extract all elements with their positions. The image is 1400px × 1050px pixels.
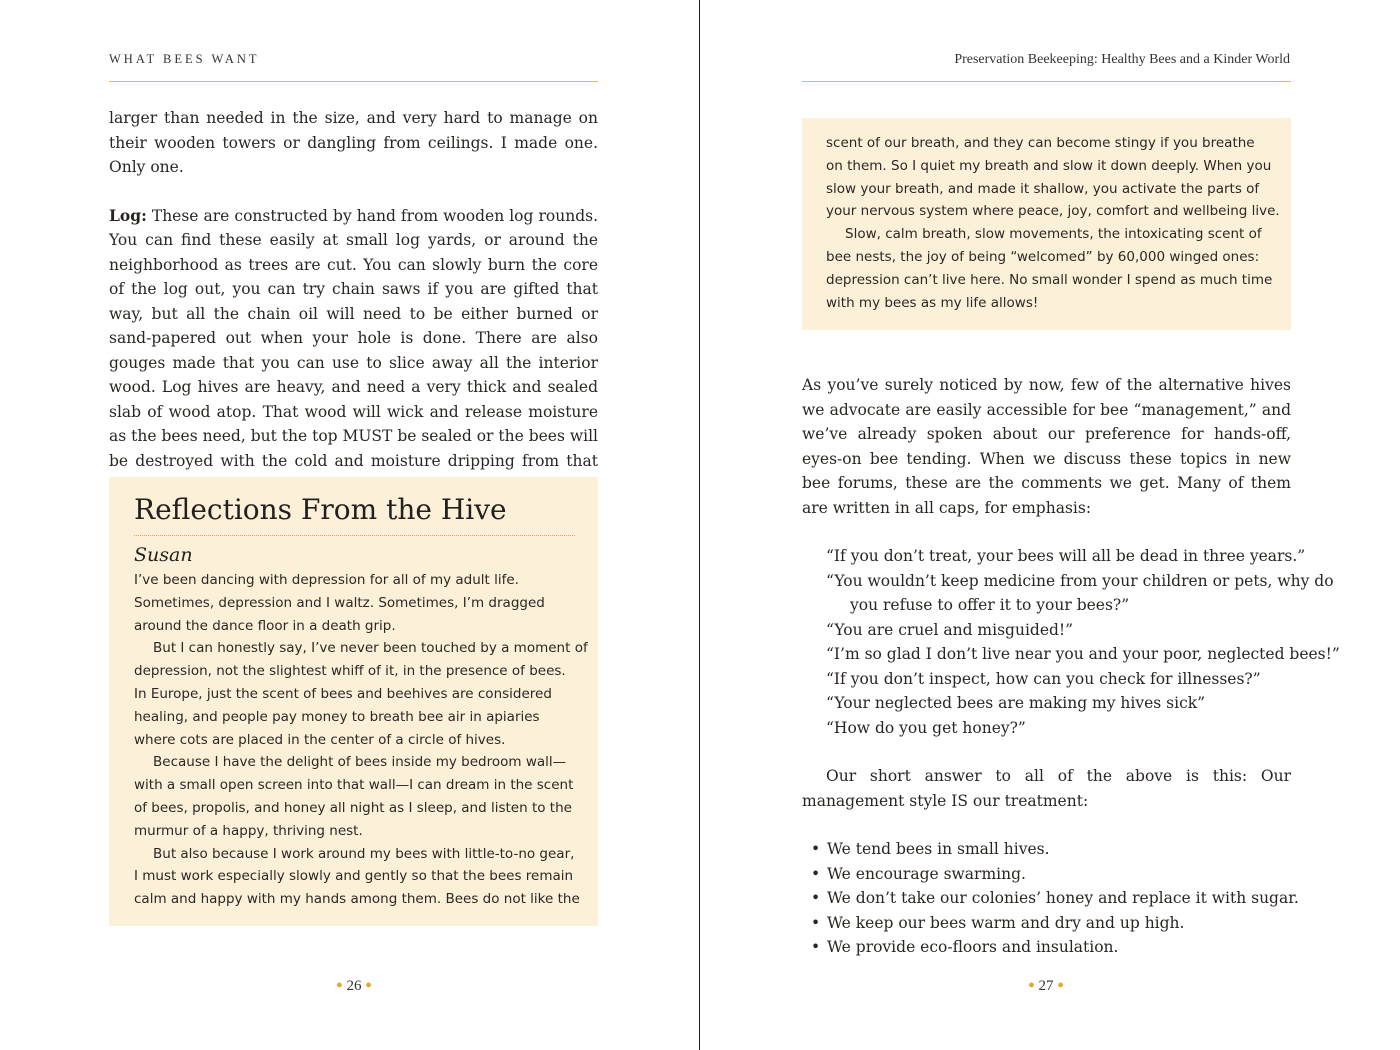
header-rule-right: [802, 81, 1291, 82]
sidebar-author: Susan: [134, 544, 193, 566]
quote-line: “You wouldn’t keep medicine from your children or pets, why do: [826, 571, 1334, 590]
quote-line: “If you don’t treat, your bees will all be dead in three years.”: [826, 547, 1306, 565]
quote-line: “How do you get honey?”: [826, 718, 1026, 737]
sidebar-line: murmur of a happy, thriving nest.: [134, 822, 363, 839]
intro-paragraph: As you’ve surely noticed by now, few of the alternative hives we advocate are easily accessible for bee “management,” and we’ve already spoken about our preference for hands-off, eyes-on bee tending. When we discuss these topics in new bee forums, these are the comments we get. Many of them are written in all caps, for emphasis:: [802, 376, 1291, 517]
body-text-right: [802, 373, 1340, 960]
sidebar-line: around the dance floor in a death grip.: [134, 617, 396, 634]
sidebar-line: I must work especially slowly and gently so that the bees remain: [134, 868, 574, 885]
quote-line: “I’m so glad I don’t live near you and your poor, neglected bees!”: [826, 645, 1340, 663]
folio-dot: ●: [336, 979, 343, 991]
sidebar-continued: [802, 118, 1291, 330]
sidebar-line: But also because I work around my bees with little-to-no gear,: [153, 845, 575, 862]
body-text-left: [109, 106, 598, 498]
sidebar-line: I’ve been dancing with depression for all of my adult life.: [134, 572, 519, 588]
sidebar-line: Slow, calm breath, slow movements, the intoxicating scent of: [845, 226, 1262, 243]
sidebar-line: depression can’t live here. No small wonder I spend as much time: [826, 271, 1273, 288]
sidebar-line: bee nests, the joy of being “welcomed” by 60,000 winged ones:: [826, 248, 1260, 265]
sidebar-title: Reflections From the Hive: [134, 493, 507, 526]
sidebar-body: [134, 569, 588, 911]
log-label: Log:: [109, 205, 147, 225]
page-number-text: 26: [346, 978, 362, 994]
sidebar-line: healing, and people pay money to breath bee air in apiaries: [134, 708, 540, 725]
answer-paragraph: Our short answer to all of the above is this: Our management style IS our treatment:: [802, 767, 1291, 810]
quote-line: “If you don’t inspect, how can you check for illnesses?”: [826, 669, 1261, 688]
header-rule-left: [109, 81, 598, 82]
sidebar-line: on them. So I quiet my breath and slow it down deeply. When you: [826, 157, 1272, 174]
quote-line: you refuse to offer it to your bees?”: [850, 596, 1130, 614]
sidebar-line: where cots are placed in the center of a circle of hives.: [134, 731, 506, 748]
quote-list: [802, 544, 1340, 740]
sidebar-line: Because I have the delight of bees inside my bedroom wall—: [153, 754, 567, 771]
folio-dot: ●: [365, 979, 372, 991]
page-number-right: [1016, 978, 1076, 995]
sidebar-line: with my bees as my life allows!: [826, 294, 1039, 311]
sidebar-line: scent of our breath, and they can become stingy if you breathe: [826, 135, 1255, 151]
page-number-left: [324, 978, 384, 995]
page-number-text: 27: [1038, 978, 1054, 994]
running-head-left: WHAT BEES WANT: [109, 52, 260, 66]
list-item: • We keep our bees warm and dry and up high.: [802, 911, 1291, 936]
treatment-list: [802, 837, 1299, 960]
quote-line: “Your neglected bees are making my hives sick”: [826, 694, 1206, 712]
sidebar-dotted-rule: [134, 535, 575, 536]
sidebar-line: In Europe, just the scent of bees and beehives are considered: [134, 685, 552, 702]
sidebar-line: depression, not the slightest whiff of it, in the presence of bees.: [134, 663, 566, 680]
log-text: These are constructed by hand from wooden log rounds. You can find these easily at small log yards, or around the neighborhood as trees are cut. You can slowly burn the core of the log out, you can try chain saws if you are gifted that way, but all the chain oil will need to be either burned or sand-papered out when your hole is done. There are also gouges made that you can use to slice away all the interior wood. Log hives are heavy, and need a very thick and sealed slab of wood atop. That wood will wick and release moisture as the bees need, but the top MUST be sealed or the bees will be destroyed with the cold and moisture dripping from that: [109, 206, 598, 470]
list-item: • We don’t take our colonies’ honey and replace it with sugar.: [802, 886, 1291, 911]
folio-dot: ●: [1057, 979, 1064, 991]
sidebar-line: with a small open screen into that wall—I can dream in the scent: [134, 777, 574, 794]
sidebar-line: of bees, propolis, and honey all night as I sleep, and listen to the: [134, 799, 572, 816]
right-page: [700, 0, 1400, 1050]
reflections-sidebar: [109, 477, 598, 926]
log-paragraph: [109, 204, 598, 498]
paragraph-continued: larger than needed in the size, and very hard to manage on their wooden towers or dangling from ceilings. I made one. Only one.: [109, 109, 598, 176]
folio-dot: ●: [1028, 979, 1035, 991]
sidebar-line: Sometimes, depression and I waltz. Sometimes, I’m dragged: [134, 594, 545, 611]
sidebar-line: But I can honestly say, I’ve never been touched by a moment of: [153, 640, 588, 657]
sidebar-continued-body: [826, 132, 1280, 314]
sidebar-line: your nervous system where peace, joy, comfort and wellbeing live.: [826, 203, 1280, 220]
list-item: • We provide eco-floors and insulation.: [802, 935, 1291, 960]
sidebar-line: calm and happy with my hands among them. Bees do not like the: [134, 891, 580, 908]
quote-line: “You are cruel and misguided!”: [826, 620, 1074, 639]
sidebar-line: slow your breath, and made it shallow, you activate the parts of: [826, 180, 1260, 197]
list-item: • We tend bees in small hives.: [802, 837, 1291, 862]
list-item: • We encourage swarming.: [802, 862, 1291, 887]
running-head-right: Preservation Beekeeping: Healthy Bees and a Kinder World: [954, 52, 1290, 67]
